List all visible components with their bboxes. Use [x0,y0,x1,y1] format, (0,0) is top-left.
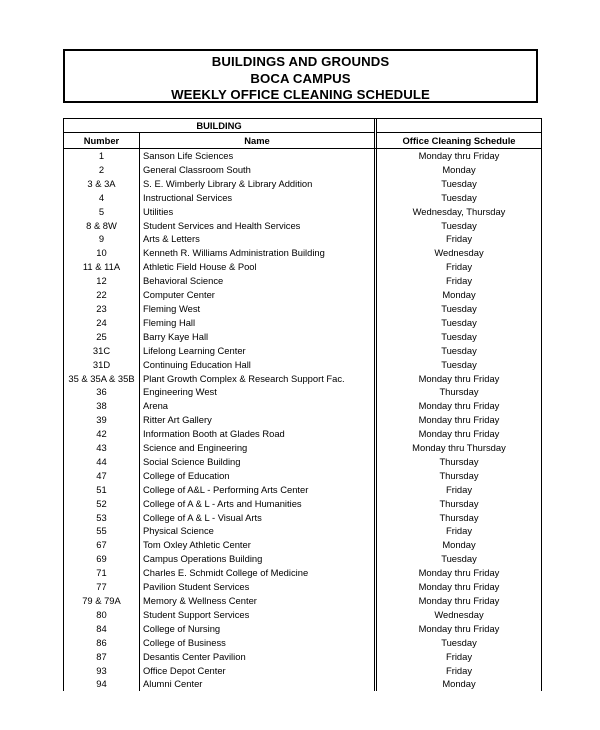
cleaning-schedule-cell: Thursday [377,455,542,469]
table-row [64,469,542,483]
building-number-cell: 86 [64,636,140,650]
building-number-cell: 39 [64,413,140,427]
cleaning-schedule-cell: Monday thru Friday [377,427,542,441]
table-row [64,344,542,358]
cleaning-schedule-cell: Thursday [377,511,542,525]
building-name-cell: Arena [143,400,169,412]
cleaning-schedule-table [63,118,542,691]
building-name-cell: College of A & L - Visual Arts [143,511,262,523]
table-row [64,580,542,594]
building-number-cell: 23 [64,302,140,316]
building-name-cell: Ritter Art Gallery [143,414,212,426]
building-name-cell: Barry Kaye Hall [143,330,209,342]
cleaning-schedule-cell: Monday [377,163,542,177]
cleaning-schedule-cell: Tuesday [377,191,542,205]
cleaning-schedule-cell: Friday [377,274,542,288]
cleaning-schedule-cell: Tuesday [377,636,542,650]
table-row [64,260,542,274]
cleaning-schedule-cell: Wednesday, Thursday [377,205,542,219]
building-name-cell: Science and Engineering [143,442,248,454]
cleaning-schedule-cell: Monday thru Friday [377,149,542,163]
table-row [64,413,542,427]
cleaning-schedule-cell: Monday [377,538,542,552]
building-number-cell: 3 & 3A [64,177,140,191]
building-name-cell: Student Services and Health Services [143,219,301,231]
cleaning-schedule-cell: Monday thru Friday [377,372,542,386]
table-row [64,330,542,344]
building-number-cell: 93 [64,664,140,678]
building-name-cell: Desantis Center Pavilion [143,650,246,662]
cleaning-schedule-cell: Monday [377,677,542,691]
name-column-header: Name [140,133,375,149]
table-row [64,232,542,246]
building-name-cell: Fleming Hall [143,316,196,328]
table-row [64,664,542,678]
building-name-cell: Social Science Building [143,455,241,467]
title-box [63,49,538,103]
building-number-cell: 36 [64,385,140,399]
cleaning-schedule-cell: Monday thru Friday [377,399,542,413]
building-name-cell: Instructional Services [143,191,233,203]
table-row [64,399,542,413]
cleaning-schedule-cell: Friday [377,232,542,246]
building-name-cell: Fleming West [143,302,201,314]
building-name-cell: Charles E. Schmidt College of Medicine [143,567,309,579]
table-row [64,650,542,664]
title-line-schedule: WEEKLY OFFICE CLEANING SCHEDULE [171,87,430,102]
building-name-cell: College of A & L - Arts and Humanities [143,497,302,509]
table-row [64,441,542,455]
table-row [64,163,542,177]
table-row [64,385,542,399]
cleaning-schedule-cell: Thursday [377,385,542,399]
table-row [64,191,542,205]
table-row [64,497,542,511]
building-number-cell: 22 [64,288,140,302]
cleaning-schedule-cell: Friday [377,650,542,664]
table-row [64,455,542,469]
building-number-cell: 55 [64,524,140,538]
cleaning-schedule-cell: Thursday [377,497,542,511]
table-row [64,511,542,525]
table-row [64,677,542,691]
building-number-cell: 79 & 79A [64,594,140,608]
building-name-cell: Student Support Services [143,608,250,620]
cleaning-schedule-cell: Thursday [377,469,542,483]
building-number-cell: 1 [64,149,140,163]
building-name-cell: Lifelong Learning Center [143,344,246,356]
building-number-cell: 94 [64,677,140,691]
cleaning-schedule-cell: Tuesday [377,330,542,344]
cleaning-schedule-cell: Monday thru Friday [377,580,542,594]
building-name-cell: Sanson Life Sciences [143,150,234,161]
building-number-cell: 87 [64,650,140,664]
table-row [64,149,542,163]
building-number-cell: 12 [64,274,140,288]
table-row [64,177,542,191]
building-number-cell: 53 [64,511,140,525]
cleaning-schedule-cell: Tuesday [377,358,542,372]
building-number-cell: 47 [64,469,140,483]
number-column-header: Number [64,133,140,149]
building-name-cell: Arts & Letters [143,233,200,245]
table-row [64,566,542,580]
table-row [64,594,542,608]
building-name-cell: Athletic Field House & Pool [143,261,257,273]
cleaning-schedule-cell: Monday thru Thursday [377,441,542,455]
building-number-cell: 77 [64,580,140,594]
building-name-cell: College of Nursing [143,622,221,634]
building-name-cell: Continuing Education Hall [143,358,251,370]
building-name-cell: Office Depot Center [143,664,226,676]
building-name-cell: S. E. Wimberly Library & Library Addition [143,177,313,189]
cleaning-schedule-cell: Friday [377,260,542,274]
table-row [64,622,542,636]
building-number-cell: 71 [64,566,140,580]
title-line-campus: BOCA CAMPUS [250,70,351,86]
table-row [64,274,542,288]
schedule-header-top [377,119,542,133]
cleaning-schedule-cell: Monday thru Friday [377,413,542,427]
cleaning-schedule-cell: Monday thru Friday [377,594,542,608]
cleaning-schedule-cell: Tuesday [377,344,542,358]
building-name-cell: Kenneth R. Williams Administration Building [143,247,325,259]
cleaning-schedule-cell: Monday thru Friday [377,566,542,580]
building-number-cell: 42 [64,427,140,441]
building-name-cell: Behavioral Science [143,275,224,287]
building-name-cell: Pavilion Student Services [143,581,250,593]
table-row [64,246,542,260]
cleaning-schedule-cell: Wednesday [377,246,542,260]
building-number-cell: 4 [64,191,140,205]
building-name-cell: Alumni Center [143,678,203,690]
building-name-cell: Computer Center [143,289,215,301]
cleaning-schedule-cell: Tuesday [377,302,542,316]
table-row [64,427,542,441]
cleaning-schedule-cell: Tuesday [377,219,542,233]
title-line-department: BUILDINGS AND GROUNDS [211,54,390,69]
building-number-cell: 5 [64,205,140,219]
building-number-cell: 44 [64,455,140,469]
building-number-cell: 38 [64,399,140,413]
building-number-cell: 8 & 8W [64,219,140,233]
building-name-cell: College of A&L - Performing Arts Center [143,483,309,495]
cleaning-schedule-cell: Tuesday [377,316,542,330]
table-row [64,372,542,386]
building-name-cell: Tom Oxley Athletic Center [143,539,251,551]
building-name-cell: Campus Operations Building [143,553,263,565]
building-number-cell: 31C [64,344,140,358]
cleaning-schedule-cell: Tuesday [377,177,542,191]
building-number-cell: 80 [64,608,140,622]
cleaning-schedule-cell: Monday [377,288,542,302]
building-number-cell: 43 [64,441,140,455]
building-number-cell: 35 & 35A & 35B [64,372,140,386]
cleaning-schedule-cell: Friday [377,524,542,538]
table-row [64,524,542,538]
building-name-cell: Information Booth at Glades Road [143,428,285,440]
table-row [64,205,542,219]
building-name-cell: Plant Growth Complex & Research Support Fac. [143,372,345,384]
building-number-cell: 24 [64,316,140,330]
table-row [64,608,542,622]
building-name-cell: Utilities [143,205,174,217]
table-row [64,219,542,233]
building-name-cell: Physical Science [143,525,214,537]
building-number-cell: 51 [64,483,140,497]
table-row [64,316,542,330]
table-row [64,538,542,552]
building-number-cell: 25 [64,330,140,344]
building-number-cell: 11 & 11A [64,260,140,274]
cleaning-schedule-cell: Wednesday [377,608,542,622]
cleaning-schedule-cell: Friday [377,664,542,678]
building-name-cell: College of Education [143,469,230,481]
building-name-cell: Memory & Wellness Center [143,595,257,606]
table-row [64,288,542,302]
building-number-cell: 10 [64,246,140,260]
table-column-header-row [64,133,542,149]
cleaning-schedule-cell: Monday thru Friday [377,622,542,636]
cleaning-schedule-cell: Tuesday [377,552,542,566]
table-row [64,358,542,372]
table-row [64,552,542,566]
building-number-cell: 9 [64,232,140,246]
building-number-cell: 69 [64,552,140,566]
building-number-cell: 52 [64,497,140,511]
table-body [64,149,542,692]
building-number-cell: 2 [64,163,140,177]
building-number-cell: 67 [64,538,140,552]
building-name-cell: General Classroom South [143,163,251,175]
building-name-cell: Engineering West [143,386,217,398]
table-group-header-row [64,119,542,133]
table-row [64,636,542,650]
cleaning-schedule-cell: Friday [377,483,542,497]
building-number-cell: 31D [64,358,140,372]
table-row [64,302,542,316]
building-number-cell: 84 [64,622,140,636]
building-name-cell: College of Business [143,636,226,648]
building-group-header: BUILDING [64,119,375,133]
schedule-column-header: Office Cleaning Schedule [377,133,542,149]
table-row [64,483,542,497]
